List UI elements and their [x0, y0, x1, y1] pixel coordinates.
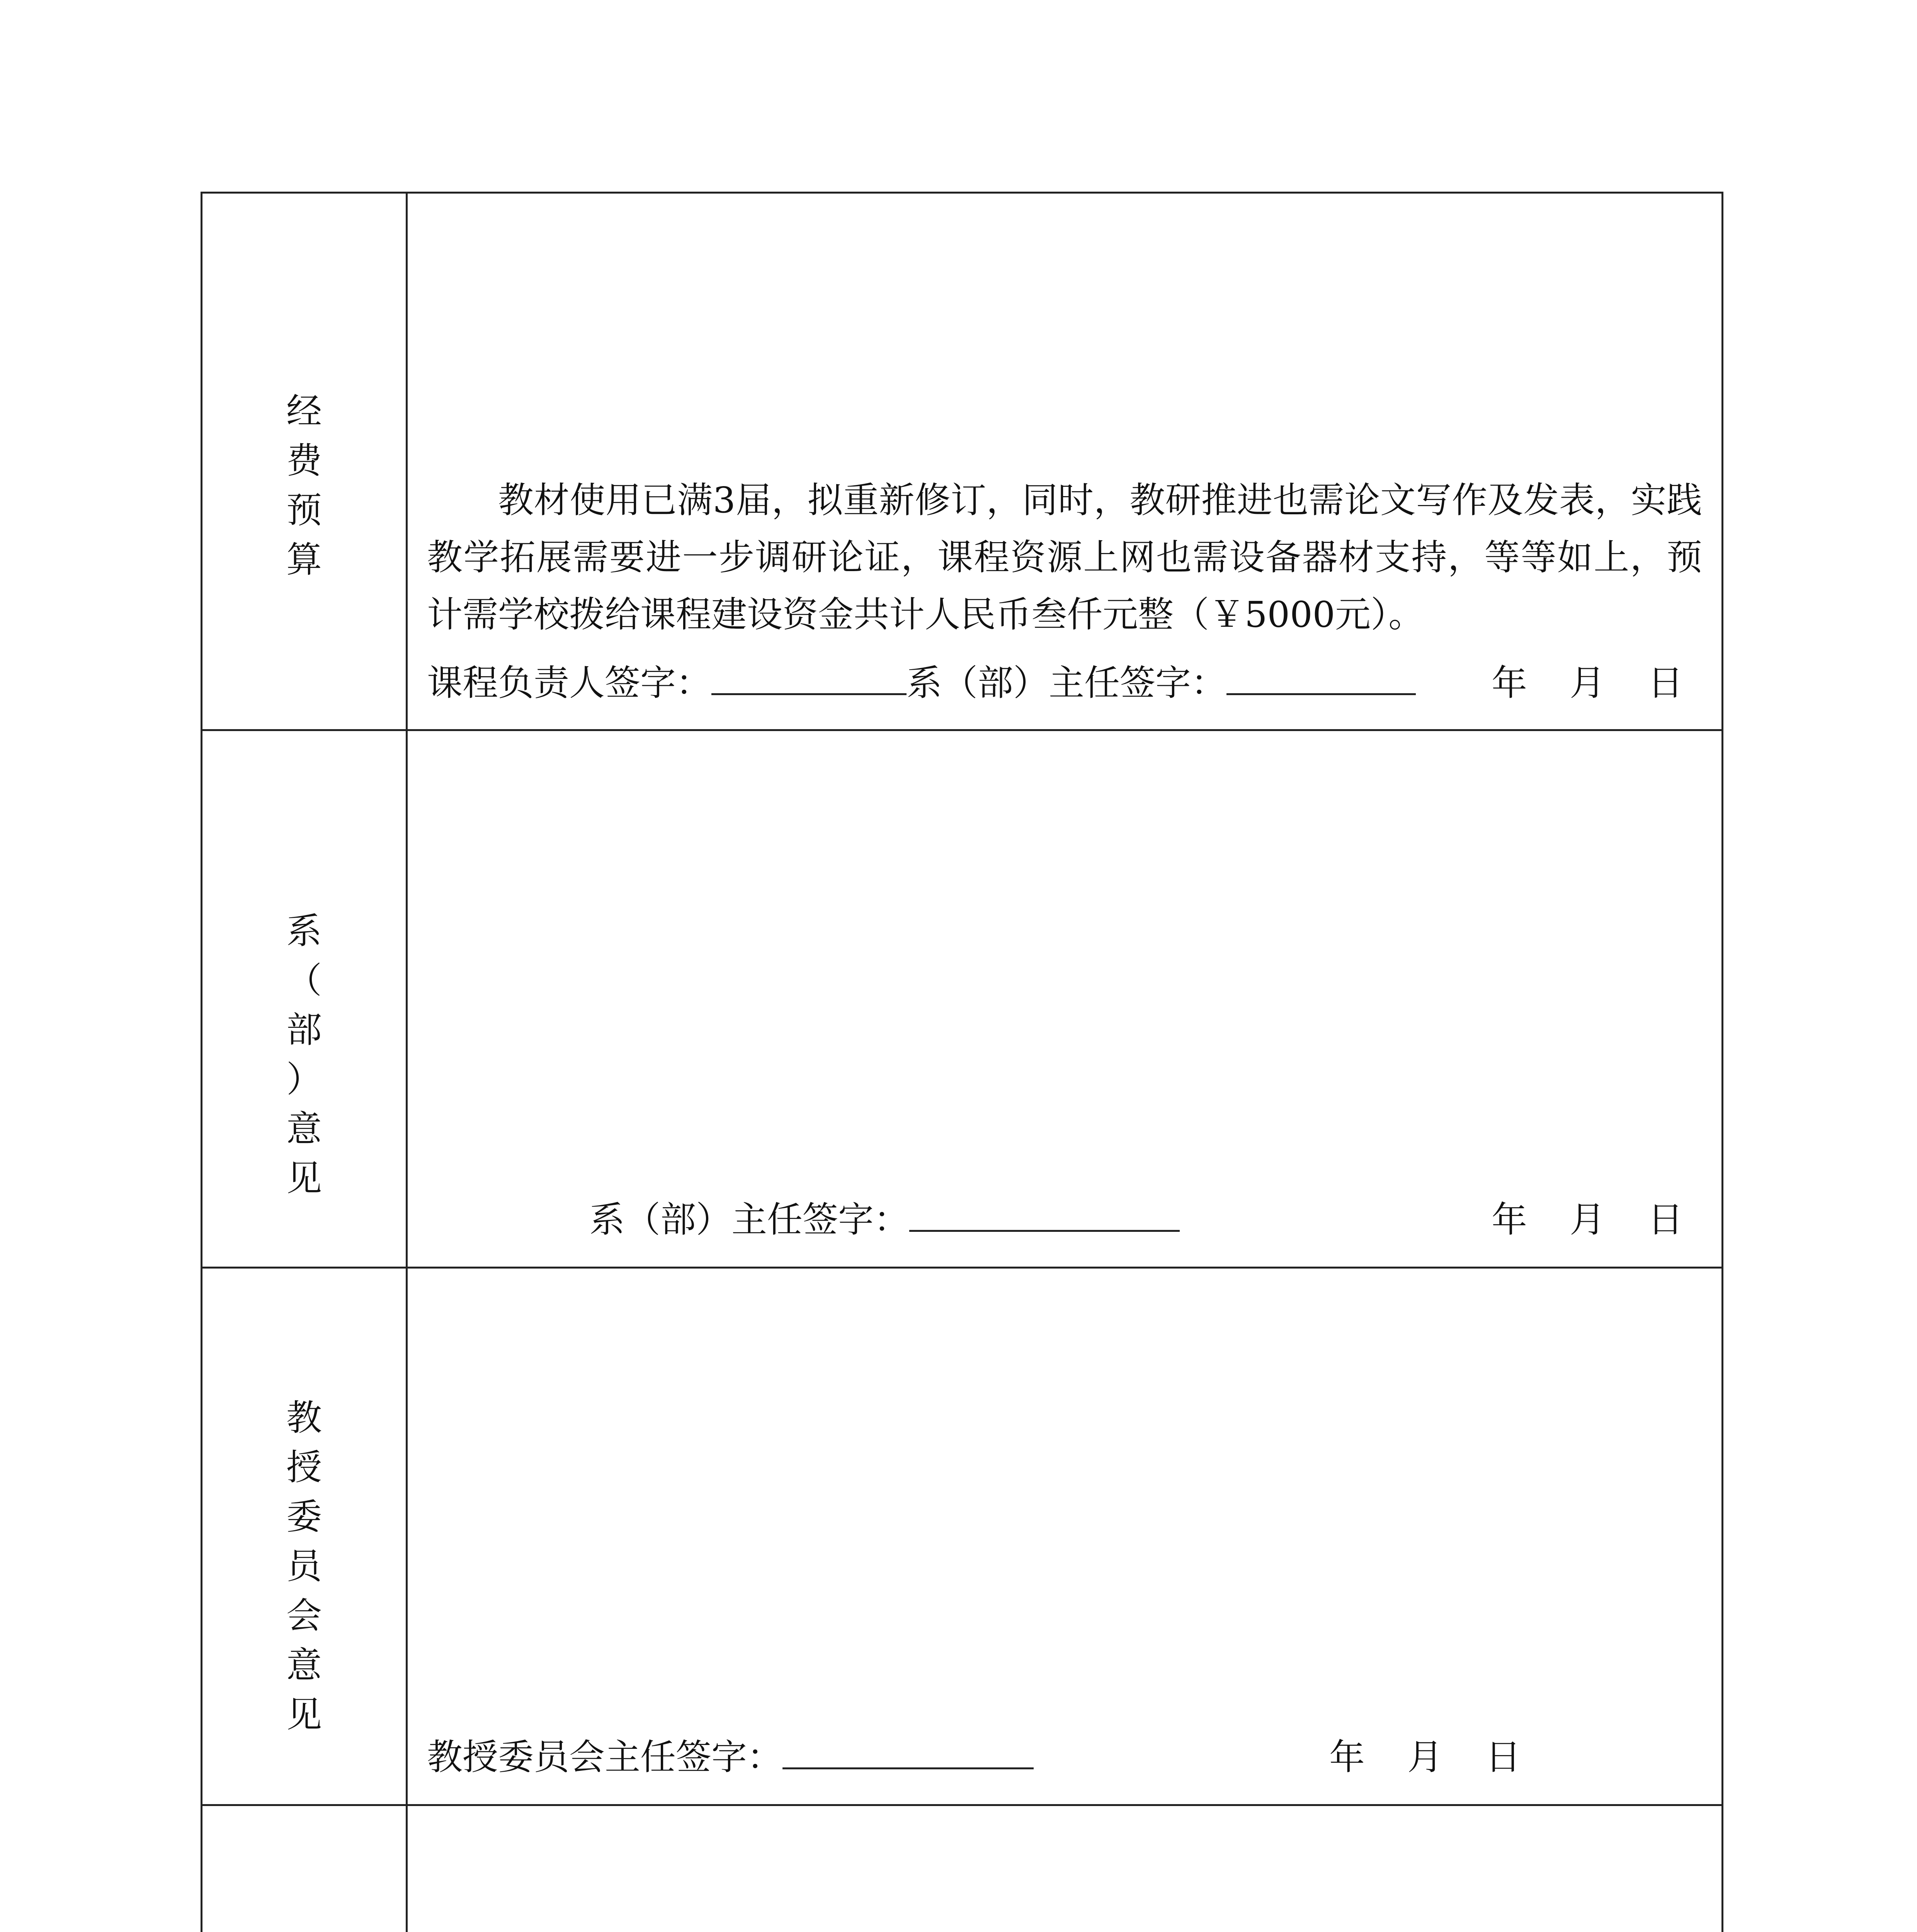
date-month: 月 — [1570, 662, 1606, 704]
dept-opinion-char-2: （ — [286, 960, 322, 1001]
committee-char-6: 意 — [286, 1645, 322, 1686]
committee-head-sign-label: 教授委员会主任签字： — [427, 1736, 783, 1778]
committee-signature-line — [427, 1736, 1034, 1779]
committee-char-3: 委 — [286, 1496, 322, 1537]
budget-label-char-2: 费 — [286, 440, 322, 481]
dept-opinion-char-3: 部 — [286, 1009, 322, 1051]
date-day: 日 — [1648, 1199, 1684, 1240]
date-month: 月 — [1407, 1736, 1443, 1778]
date-year: 年 — [1329, 1736, 1365, 1778]
dept-opinion-content — [408, 731, 1721, 1267]
budget-label — [202, 387, 406, 585]
dept-head-sign-label: 系（部）主任签字： — [589, 1199, 910, 1240]
date-year: 年 — [1492, 1199, 1527, 1240]
committee-char-4: 员 — [286, 1546, 322, 1587]
budget-signature-line — [427, 662, 1416, 704]
professor-committee-content — [408, 1269, 1721, 1804]
budget-label-char-3: 预 — [286, 490, 322, 531]
budget-label-char-1: 经 — [286, 391, 322, 432]
committee-char-2: 授 — [286, 1447, 322, 1488]
committee-head-sign-field[interactable] — [782, 1736, 1034, 1769]
dept-opinion-char-5: 意 — [286, 1108, 322, 1150]
date-day: 日 — [1485, 1736, 1521, 1778]
dept-head-sign-label-budget: 系（部）主任签字： — [907, 662, 1227, 704]
course-leader-sign-field[interactable] — [711, 662, 907, 695]
dept-opinion-char-6: 见 — [286, 1158, 322, 1199]
budget-content — [408, 194, 1721, 729]
date-year: 年 — [1492, 662, 1527, 704]
dept-opinion-char-1: 系 — [286, 910, 322, 952]
dept-opinion-date — [1492, 1199, 1683, 1241]
date-day: 日 — [1648, 662, 1684, 704]
budget-paragraph: 教材使用已满3届，拟重新修订，同时，教研推进也需论文写作及发表，实践教学拓展需要进一步调研论证，课程资源上网也需设备器材支持，等等如上，预计需学校拨给课程建设资金共计人民币叁仟元整（￥5000元）。 — [427, 480, 1702, 635]
committee-date — [1329, 1736, 1521, 1779]
approval-form-table — [201, 192, 1723, 1932]
budget-date — [1492, 662, 1683, 704]
professor-committee-label — [202, 1393, 406, 1740]
date-month: 月 — [1570, 1199, 1606, 1240]
dept-opinion-signature-line — [589, 1199, 1180, 1241]
committee-char-7: 见 — [286, 1694, 322, 1735]
dept-head-sign-field[interactable] — [909, 1199, 1180, 1232]
committee-char-1: 教 — [286, 1397, 322, 1439]
dept-opinion-label — [202, 906, 406, 1203]
school-review-content — [408, 1806, 1721, 1932]
budget-label-char-4: 算 — [286, 539, 322, 580]
course-leader-sign-label: 课程负责人签字： — [427, 662, 712, 704]
dept-opinion-char-4: ） — [286, 1059, 322, 1100]
dept-head-sign-field-budget[interactable] — [1226, 662, 1416, 695]
committee-char-5: 会 — [286, 1595, 322, 1636]
